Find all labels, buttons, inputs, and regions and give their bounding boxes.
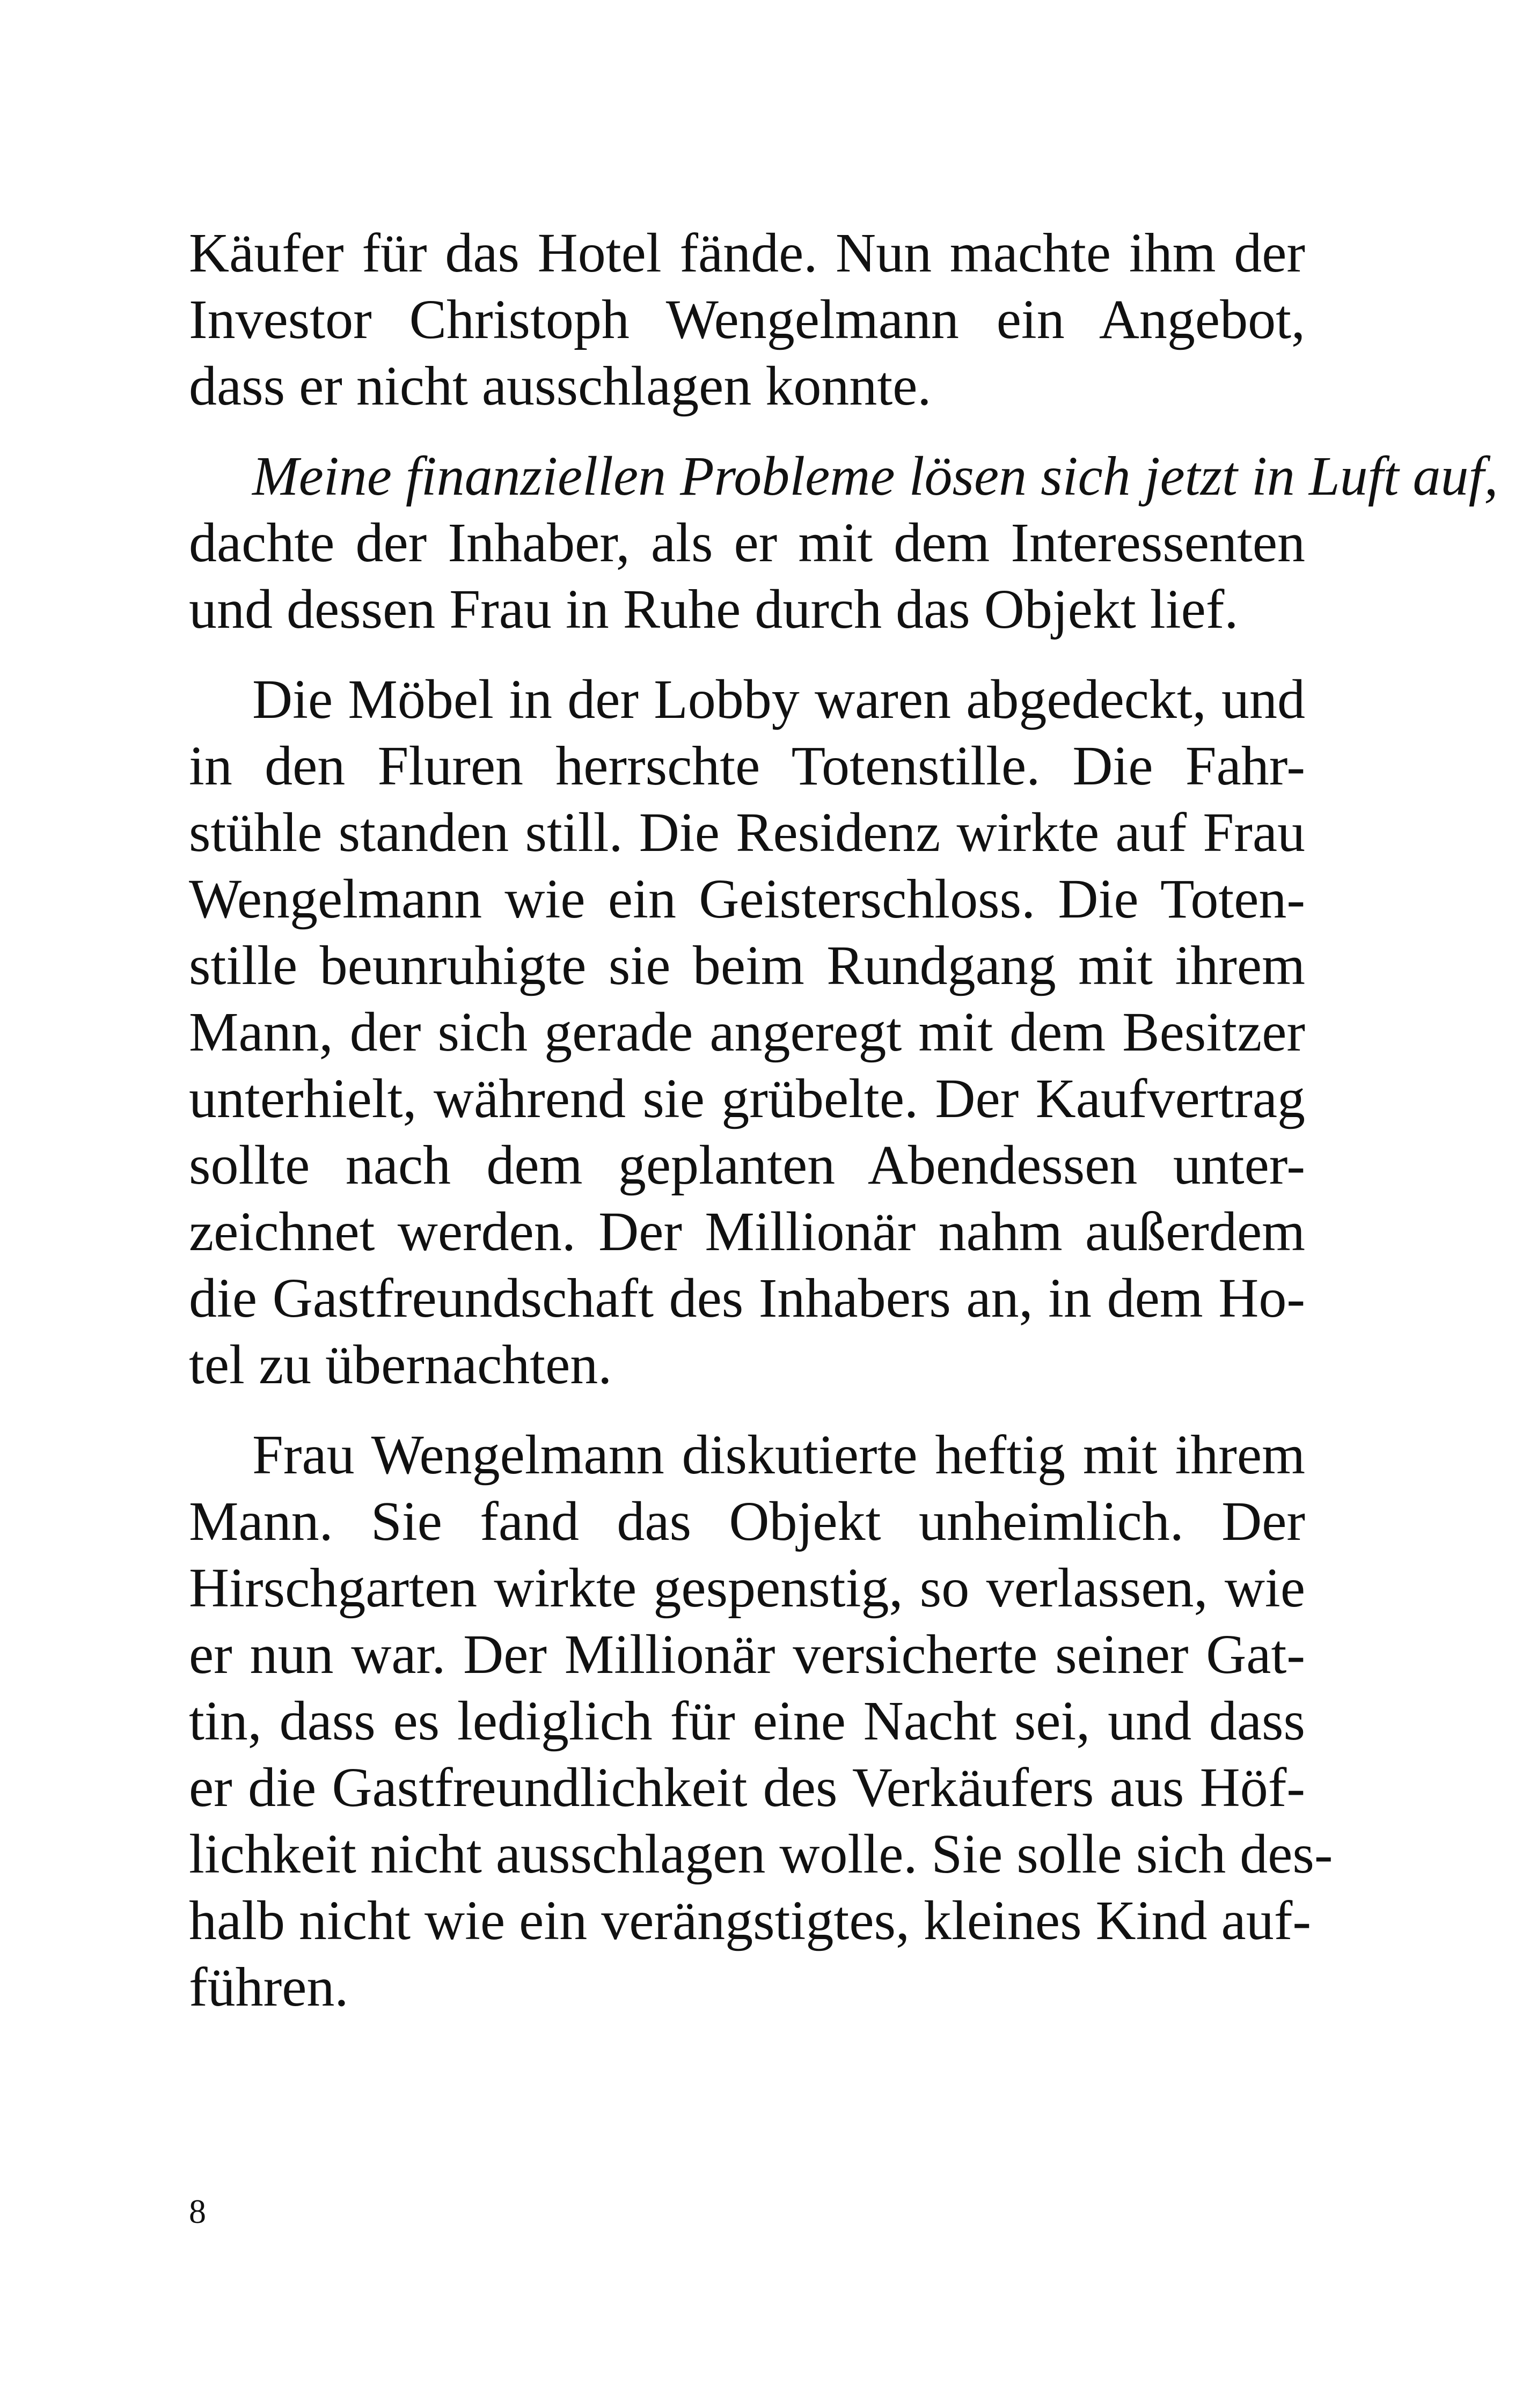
text-line: sollte nach dem geplanten Abendessen unter- [189,1134,1305,1196]
paragraph-4 [189,1422,1333,2021]
text-line: Die Möbel in der Lobby waren abgedeckt, und [252,669,1305,730]
text-line: führen. [189,1956,349,2018]
text-line: Investor Christoph Wengelmann ein Angebot, [189,289,1305,350]
text-line: in den Fluren herrschte Totenstille. Die Fahr- [189,735,1305,797]
text-line: die Gastfreundschaft des Inhabers an, in dem Ho- [189,1267,1305,1329]
text-line: zeichnet werden. Der Millionär nahm außerdem [189,1201,1305,1262]
text-line: tin, dass es lediglich für eine Nacht sei, und dass [189,1690,1305,1752]
italic-thought: Meine finanziellen Probleme lösen sich jetzt in Luft auf, [252,445,1498,507]
paragraph-3 [189,666,1305,1398]
text-line: er nun war. Der Millionär versicherte seiner Gat- [189,1624,1305,1685]
paragraph-1 [189,220,1305,420]
text-line: Mann, der sich gerade angeregt mit dem Besitzer [189,1001,1305,1063]
page-number: 8 [189,2192,206,2230]
paragraph-2 [189,443,1498,643]
text-line: Käufer für das Hotel fände. Nun machte ihm der [189,222,1305,284]
text-line: stille beunruhigte sie beim Rundgang mit ihrem [189,935,1305,996]
body-text [189,220,1498,2021]
text-line: er die Gastfreundlichkeit des Verkäufers aus Höf- [189,1757,1305,1818]
text-line: Frau Wengelmann diskutierte heftig mit ihrem [252,1424,1305,1486]
text-line: lichkeit nicht ausschlagen wolle. Sie solle sich des- [189,1823,1333,1885]
text-line: dachte der Inhaber, als er mit dem Interessenten [189,512,1305,574]
text-line: dass er nicht ausschlagen konnte. [189,355,932,417]
text-line: unterhielt, während sie grübelte. Der Kaufvertrag [189,1068,1305,1129]
text-line: und dessen Frau in Ruhe durch das Objekt lief. [189,578,1239,640]
text-line: tel zu übernachten. [189,1334,612,1396]
text-line: halb nicht wie ein verängstigtes, kleines Kind auf- [189,1890,1311,1951]
text-line: stühle standen still. Die Residenz wirkte auf Frau [189,802,1305,863]
text-line: Hirschgarten wirkte gespenstig, so verlassen, wie [189,1557,1305,1619]
text-line: Mann. Sie fand das Objekt unheimlich. Der [189,1491,1305,1552]
text-line: Wengelmann wie ein Geisterschloss. Die Toten- [189,868,1305,930]
